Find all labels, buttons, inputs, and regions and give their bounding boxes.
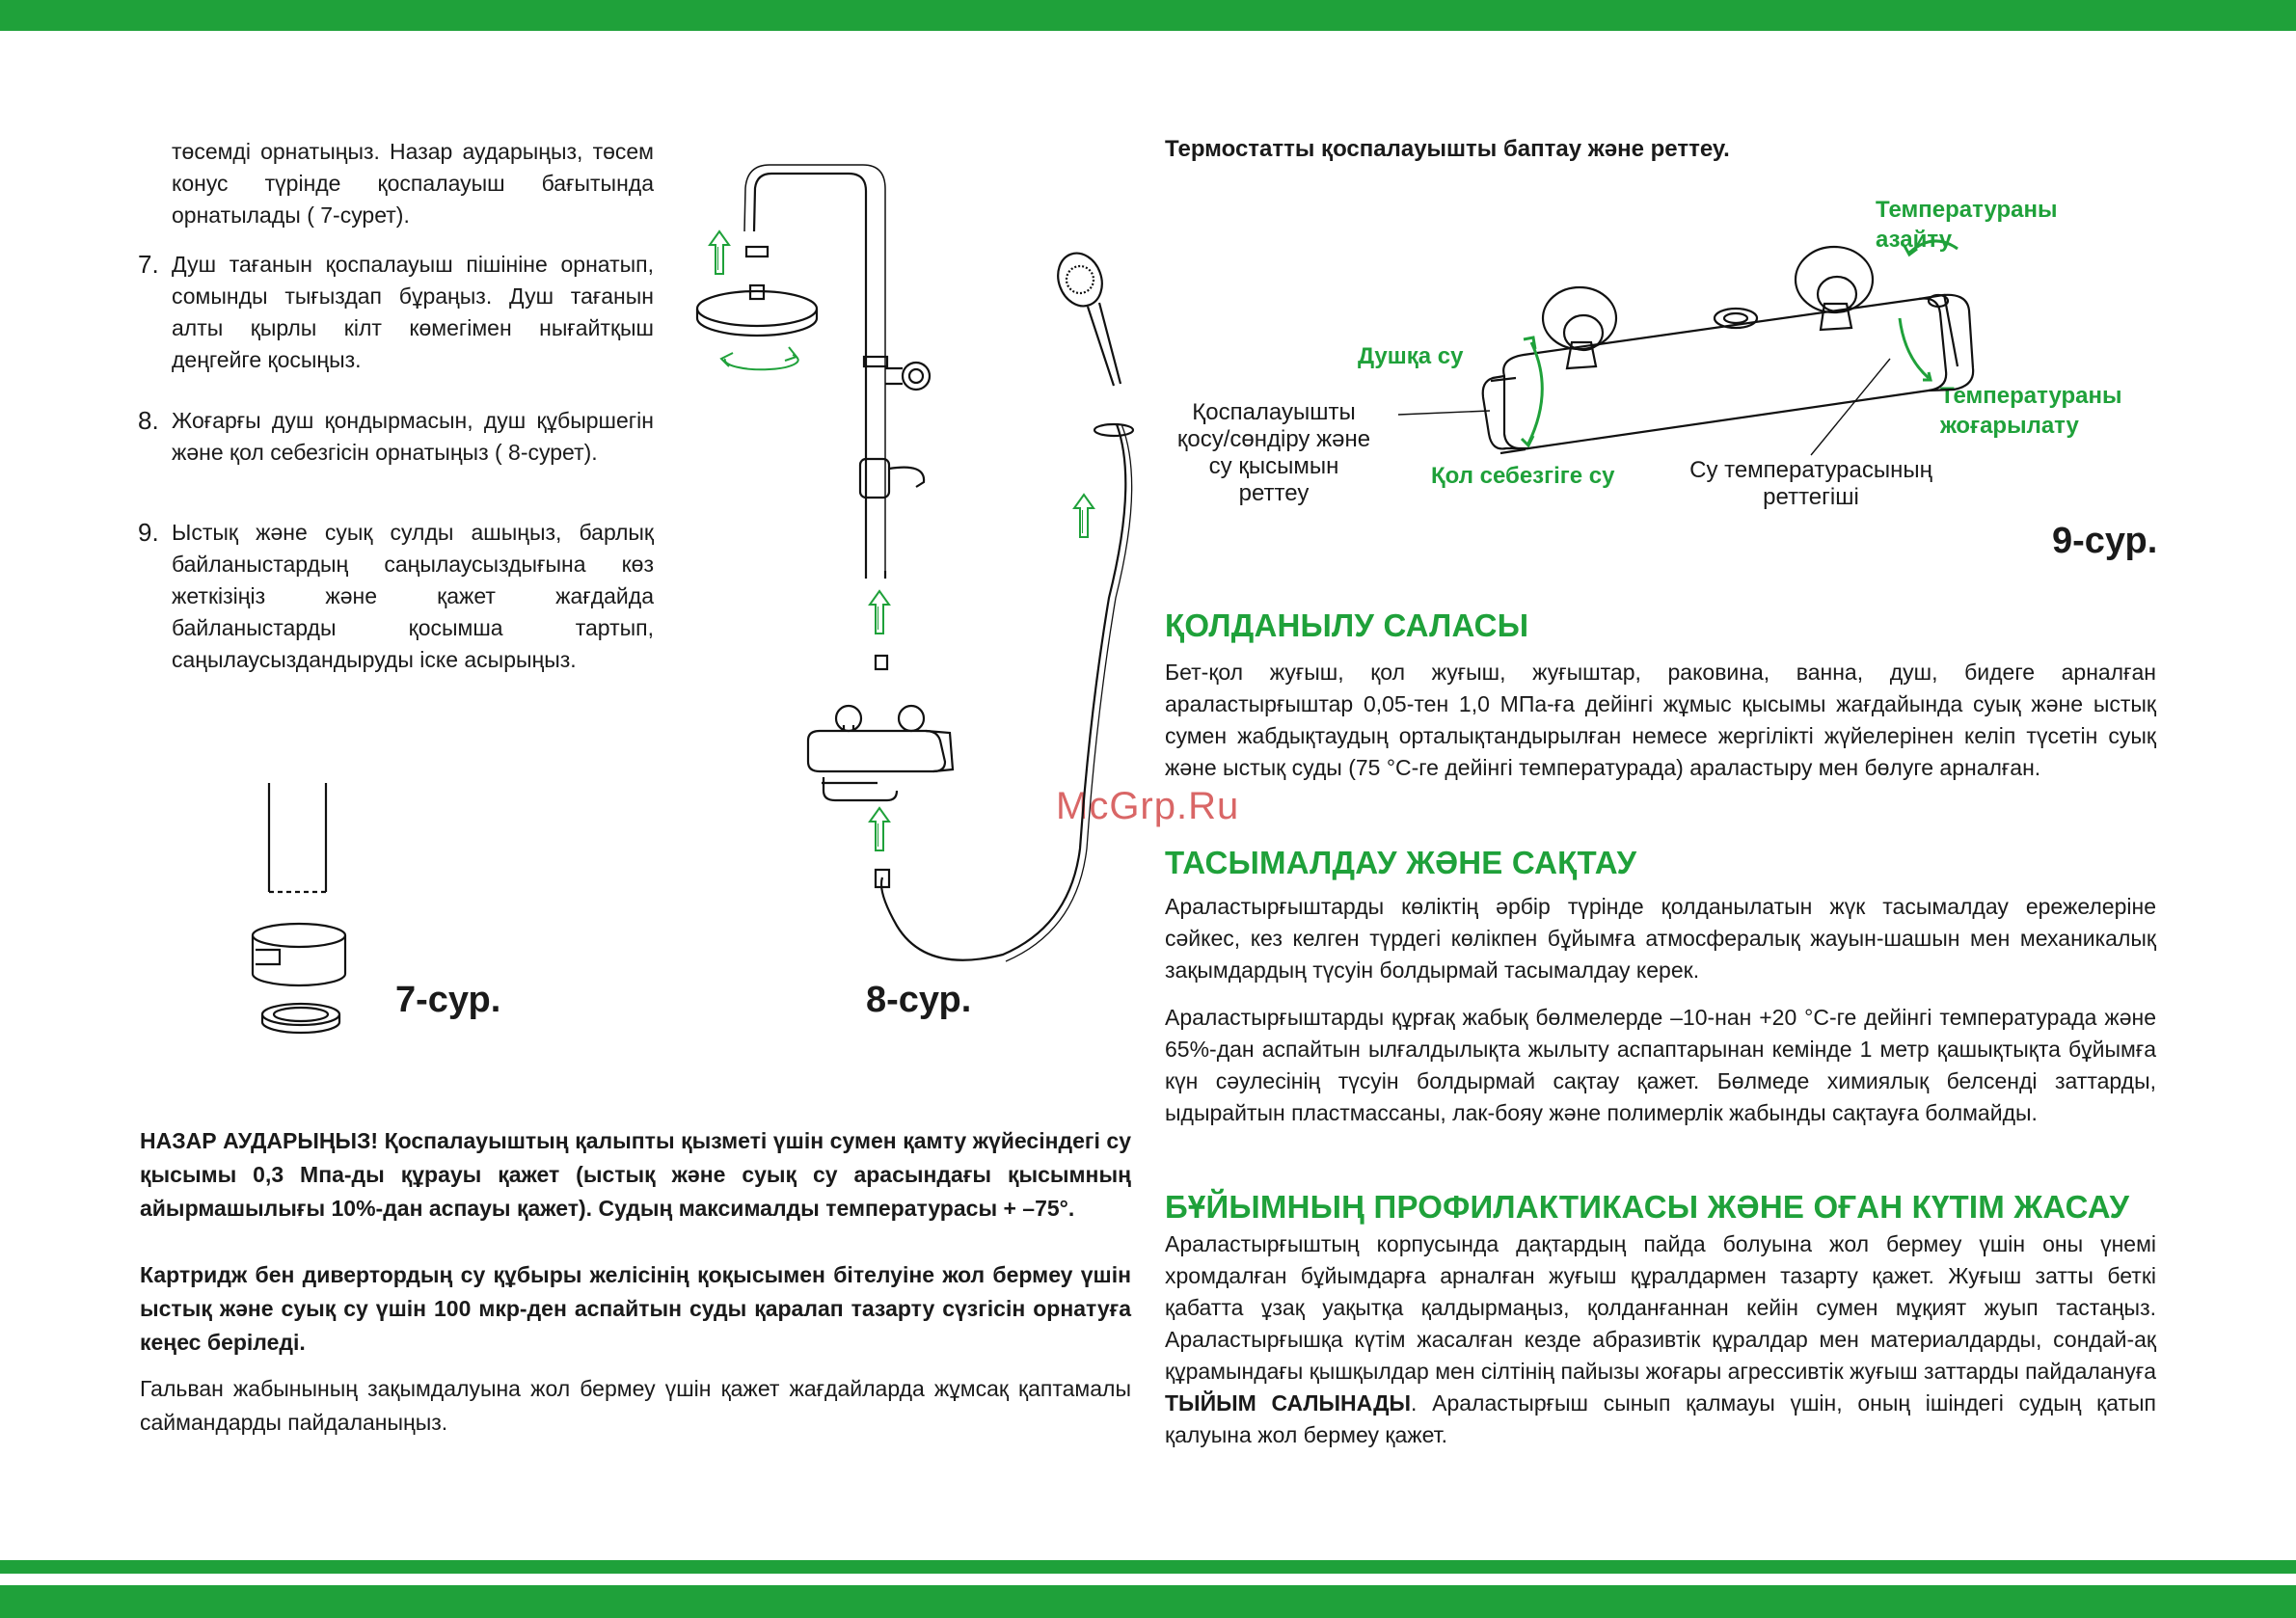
section-usage-title: ҚОЛДАНЫЛУ САЛАСЫ	[1165, 607, 1529, 643]
top-green-bar	[0, 0, 2296, 31]
step-number-8: 8.	[138, 406, 159, 435]
fig7-drawing	[253, 783, 345, 1033]
label-increase-temp: Температураны жоғарылату	[1940, 383, 2122, 439]
section-transport-text-1: Араластырғыштарды көліктің әрбір түрінде қолданылатын жүк тасымалдау ережелеріне сәйкес, кез келген түрдегі көлікпен бұйымға атмосфералық жауын-шашын мен механикалық зақымдардың түсуін болдырмай тасымалдау керек.	[1165, 894, 2156, 983]
fig8-arrows	[710, 231, 1094, 850]
step-8-text: Жоғарғы душ қондырмасын, душ құбыршегін және қол себезгісін орнатыңыз ( 8-сурет).	[172, 408, 654, 465]
fig8-drawing	[697, 165, 1133, 961]
figure-9-label: 9-сур.	[2052, 521, 2158, 561]
figure-7-label: 7-сур.	[395, 980, 501, 1020]
step-7-text: Душ тағанын қоспалауыш пішініне орнатып, сомынды тығыздап бұраңыз. Душ тағанын алты қырлы кілт көмегімен нығайтқыш деңгейге қосыңыз.	[172, 252, 654, 372]
prohibited-emphasis: ТЫЙЫМ САЛЫНАДЫ	[1165, 1390, 1412, 1416]
bottom-green-bar	[0, 1585, 2296, 1618]
label-hand-shower-water: Қол себезгіге су	[1431, 463, 1615, 489]
label-switch-pressure: Қоспалауышты қосу/сөндіру және су қысымын реттеу	[1176, 399, 1371, 506]
filter-advice-paragraph: Картридж бен дивертордың су құбыры желісінің қоқысымен бітелуіне жол бермеу үшін ыстық және суық су үшін 100 мкр-ден аспайтын суды қаралап тазарту сүзгісін орнатуға кеңес беріледі.	[140, 1262, 1131, 1355]
figure-8-label: 8-сур.	[866, 980, 972, 1020]
section-transport-title: ТАСЫМАЛДАУ ЖӘНЕ САҚТАУ	[1165, 845, 1637, 880]
section-transport-text-2: Араластырғыштарды құрғақ жабық бөлмелерде –10-нан +20 °С-ге дейінгі температурада және 65%-дан аспайтын ылғалдылықта жылыту аспаптарынан кемінде 1 метр қашықтықта бұйымға күн сәулесінің түсуін болдырмай сақтау қажет. Бөлмеде химиялық белсенді заттарды, ыдырайтын пластмассаны, лак-бояу және полимерлік жабынды сақтауға болмайды.	[1165, 1005, 2156, 1125]
label-temp-regulator: Су температурасының реттегіші	[1689, 457, 1932, 510]
warning-paragraph: НАЗАР АУДАРЫҢЫЗ! Қоспалауыштың қалыпты қызметі үшін сумен қамту жүйесіндегі су қысымы 0,3 Мпа-ды құрауы қажет (ыстық және суық су арасындағы қысымның айырмашылығы 10%-дан аспауы қажет). Судың максималды температурасы + –75°.	[140, 1128, 1131, 1221]
label-shower-water: Душқа су	[1358, 343, 1464, 369]
thermostat-title: Термостатты қоспалауышты баптау және реттеу.	[1165, 136, 1730, 162]
step-number-9: 9.	[138, 518, 159, 547]
fig9-annotations	[1398, 241, 1958, 455]
galvanic-paragraph: Гальван жабынының зақымдалуына жол бермеу үшін қажет жағдайларда жұмсақ қаптамалы саймандарды пайдаланыңыз.	[140, 1376, 1131, 1435]
watermark: McGrp.Ru	[1056, 785, 1240, 827]
step-9-text: Ыстық және суық сулды ашыңыз, барлық байланыстардың саңылаусыздығына көз жеткізіңіз және қажет жағдайда байланыстарды қосымша тартып, саңылаусыздандыруды іске асырыңыз.	[172, 520, 654, 672]
label-decrease-temp: Температураны азайту	[1876, 197, 2058, 253]
step-number-7: 7.	[138, 250, 159, 279]
section-care-title: БҰЙЫМНЫҢ ПРОФИЛАКТИКАСЫ ЖӘНЕ ОҒАН КҮТІМ ЖАСАУ	[1165, 1189, 2130, 1225]
section-care-text: Араластырғыштың корпусында дақтардың пайда болуына жол бермеу үшін оны үнемі хромдалған бұйымдарға арналған жуғыш құралдармен тазарту қажет. Жуғыш затты беткі қабатта ұзақ уақытқа қалдырмаңыз, қолданғаннан кейін сумен мұқият жуып тастаңыз. Араластырғышқа күтім жасалған кезде абразивтік құралдар мен материалдарды, сондай-ақ құрамындағы қышқылдар мен сілтінің пайызы жоғары агрессивтік жуғыш заттарды пайдалануға ТЫЙЫМ САЛЫНАДЫ. Араластырғыш сынып қалмауы үшін, оның ішіндегі судың қатып қалуына жол бермеу қажет.	[1165, 1231, 2157, 1447]
intro-paragraph: төсемді орнатыңыз. Назар аударыңыз, төсем конус түрінде қоспалауыш бағытында орнатылады ( 7-сурет).	[172, 139, 654, 228]
section-usage-text: Бет-қол жуғыш, қол жуғыш, жуғыштар, раковина, ванна, душ, бидеге арналған араластырғыштар 0,05-тен 1,0 МПа-ға дейінгі жұмыс қысымы жағдайында суық және ыстық сумен жабдықтаудың орталықтандырылған немесе жергілікті жүйелерінен келіп түсетін суық және ыстық суды (75 °С-ге дейінгі температурада) араластыру мен бөлуге арналған.	[1165, 660, 2156, 780]
bottom-green-stripe	[0, 1560, 2296, 1574]
fig9-drawing	[1483, 247, 1973, 453]
